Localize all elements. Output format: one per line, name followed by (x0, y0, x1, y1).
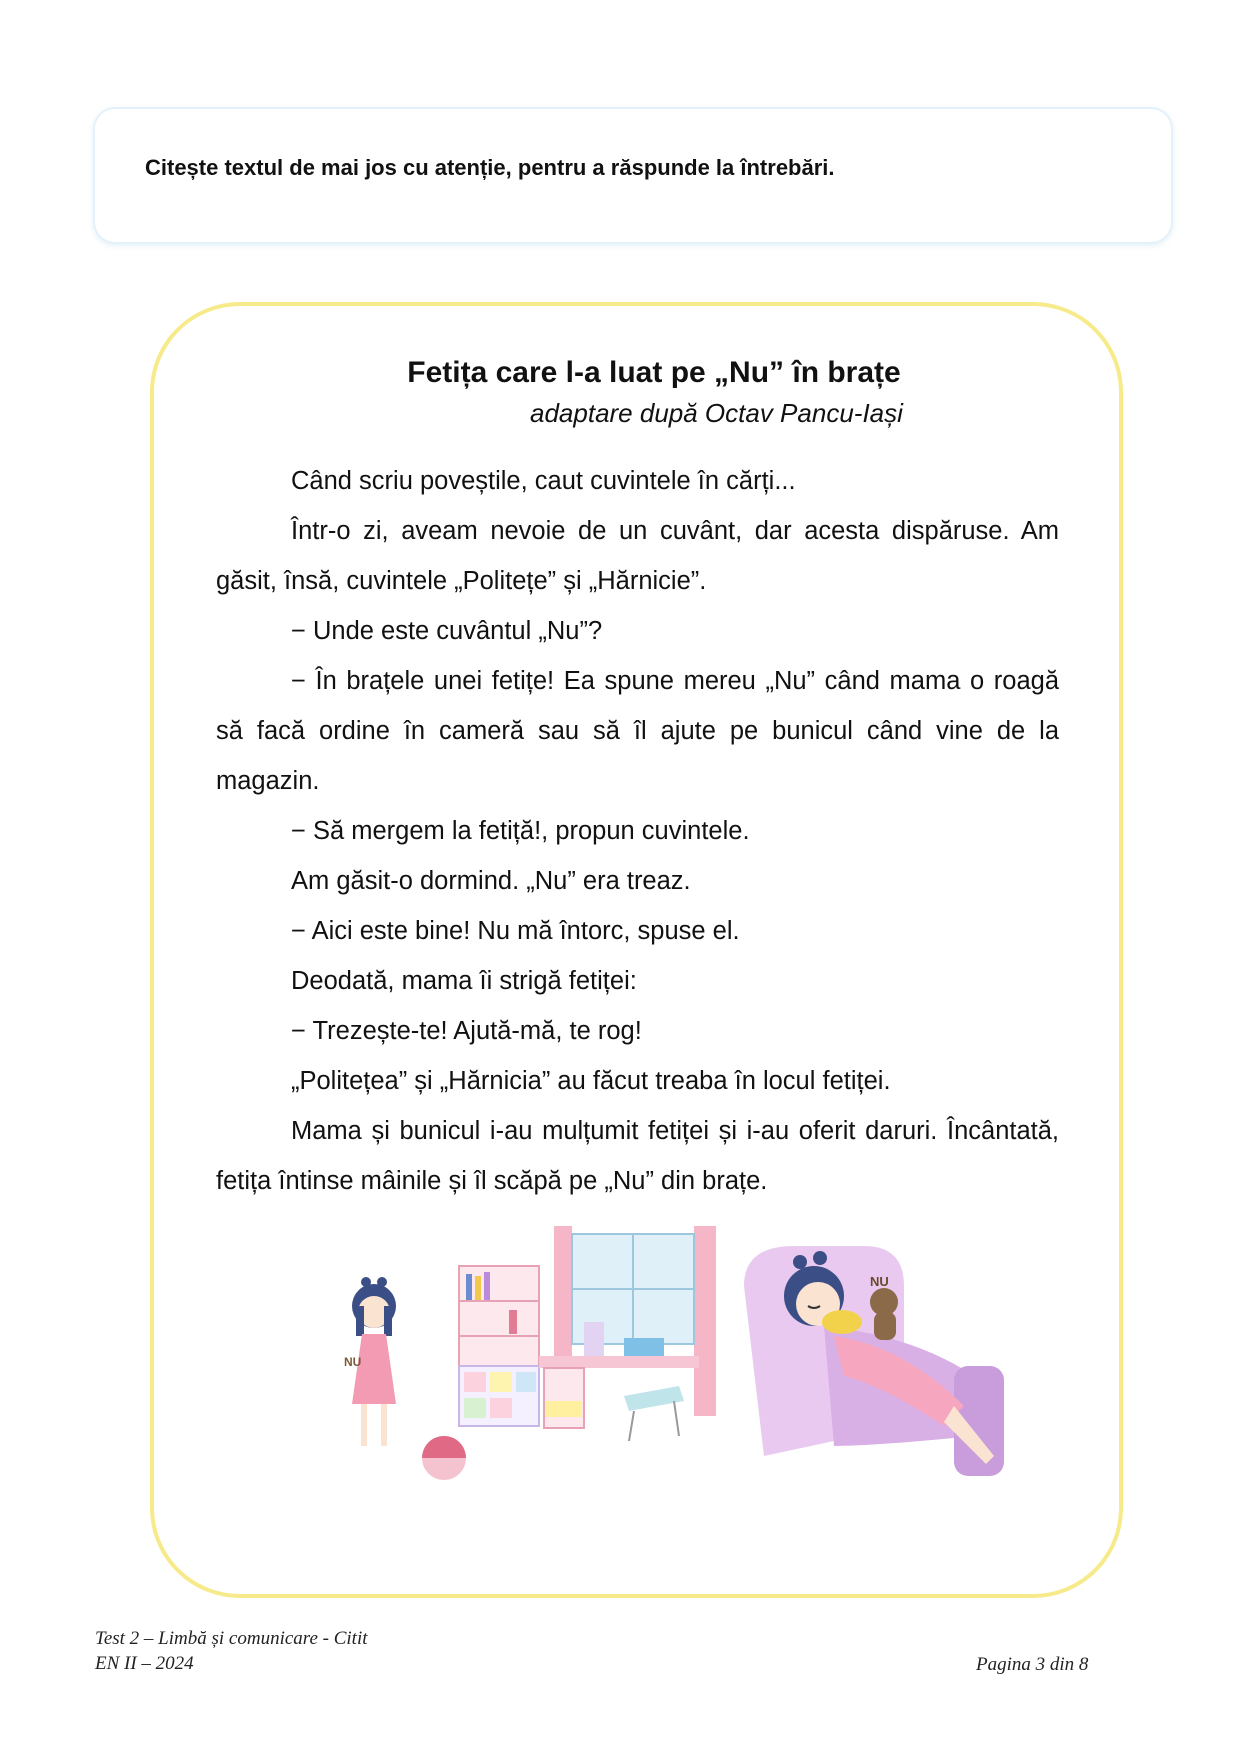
nu-sign-sleep: NU (870, 1274, 889, 1289)
story-paragraph: − Trezește-te! Ajută-mă, te rog! (291, 1017, 642, 1045)
story-paragraph: Am găsit-o dormind. „Nu” era treaz. (291, 867, 691, 895)
nu-sign-room: NU (344, 1355, 362, 1369)
story-paragraph: Într-o zi, aveam nevoie de un cuvânt, dar acesta dispăruse. Am găsit, însă, cuvintele „Politețe” și „Hărnicie”. (216, 517, 1059, 595)
footer-test-name: Test 2 – Limbă și comunicare - Citit (95, 1628, 368, 1649)
instruction-box (93, 107, 1173, 244)
story-paragraph: Mama și bunicul i-au mulțumit fetiței și i-au oferit daruri. Încântată, fetița întinse mâinile și îl scăpă pe „Nu” din brațe. (216, 1117, 1059, 1195)
story-paragraph: − În brațele unei fetițe! Ea spune mereu „Nu” când mama o roagă să facă ordine în cameră sau să îl ajute pe bunicul când vine de la magazin. (216, 667, 1059, 795)
page-number: Pagina 3 din 8 (976, 1654, 1089, 1675)
story-paragraph: − Aici este bine! Nu mă întorc, spuse el. (291, 917, 740, 945)
story-title: Fetița care l-a luat pe „Nu” în brațe (407, 356, 901, 389)
story-paragraph: − Unde este cuvântul „Nu”? (291, 617, 603, 645)
sleeping-girl-illustration (724, 1226, 1044, 1486)
footer-left (95, 1626, 368, 1676)
story-frame (150, 302, 1123, 1598)
story-paragraph: − Să mergem la fetiță!, propun cuvintele. (291, 817, 750, 845)
story-text (216, 456, 1059, 1206)
story-subtitle: adaptare după Octav Pancu-Iași (530, 398, 903, 428)
instruction-text: Citește textul de mai jos cu atenție, pentru a răspunde la întrebări. (145, 155, 835, 180)
story-paragraph: „Politețea” și „Hărnicia” au făcut treaba în locul fetiței. (291, 1067, 891, 1095)
footer-exam: EN II – 2024 (95, 1653, 194, 1674)
story-paragraph: Deodată, mama îi strigă fetiței: (291, 967, 637, 995)
story-paragraph: Când scriu poveștile, caut cuvintele în cărți... (291, 467, 796, 495)
